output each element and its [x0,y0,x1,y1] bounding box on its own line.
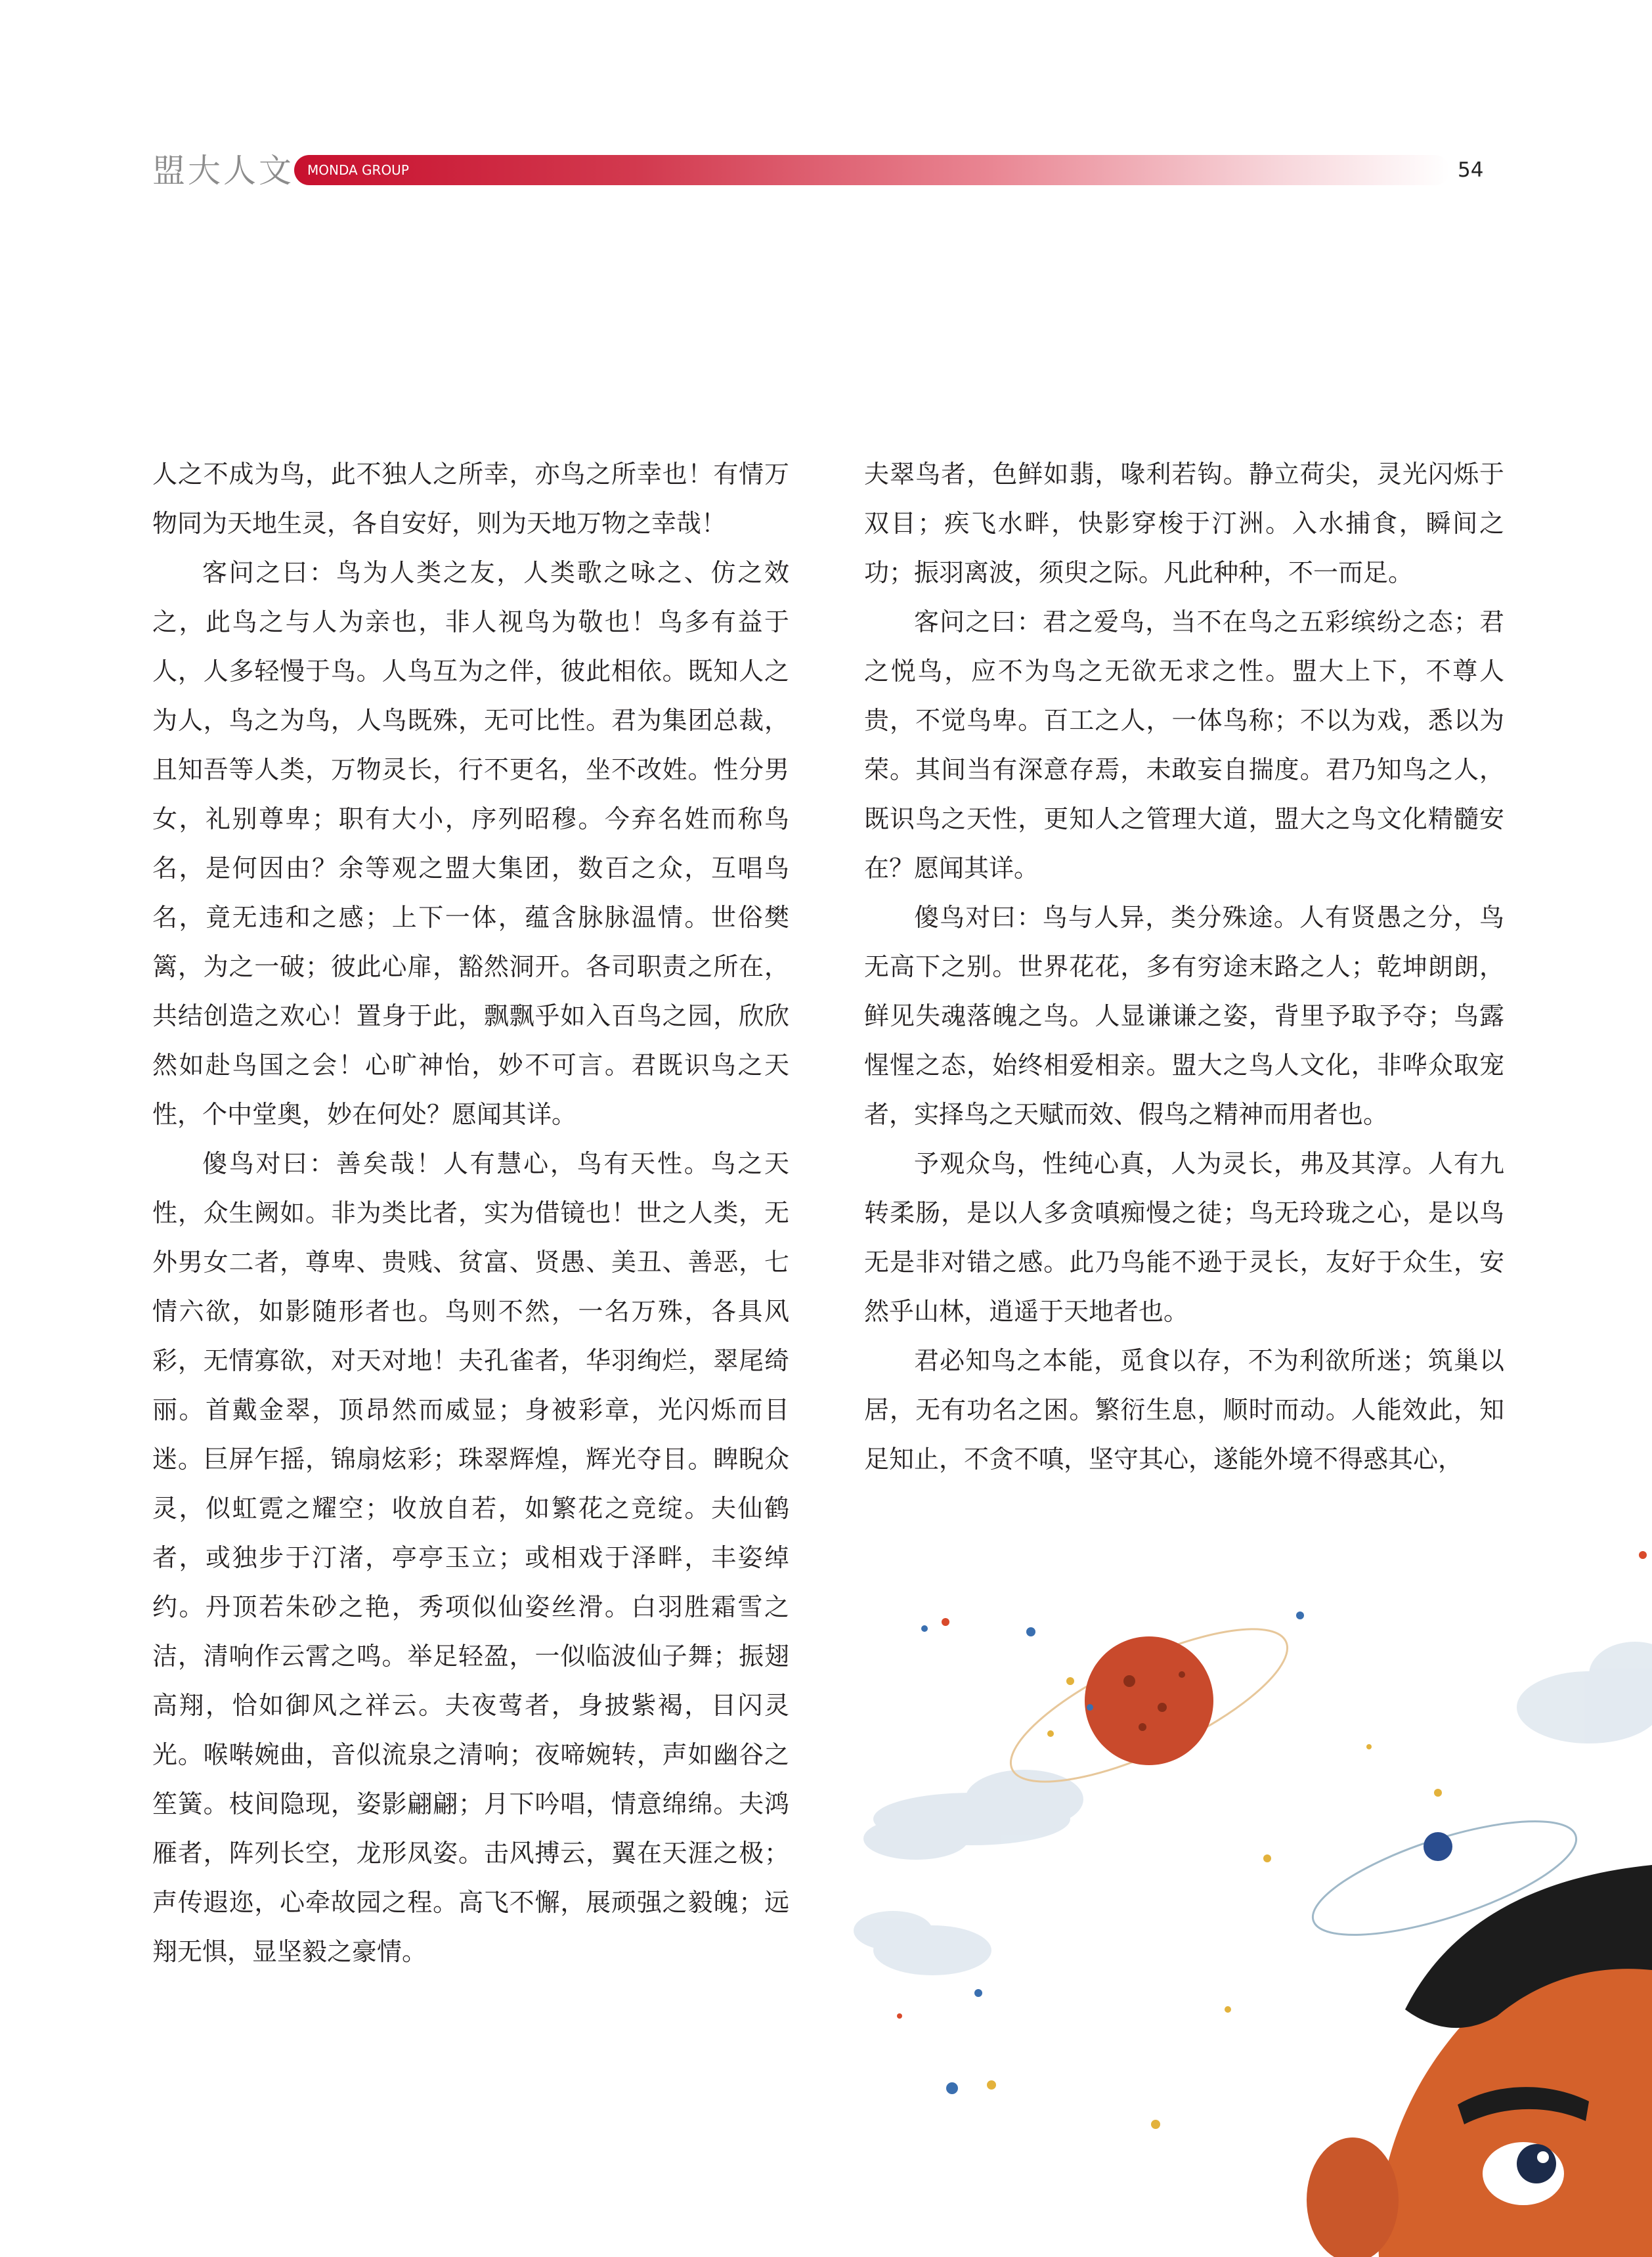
paragraph: 人之不成为鸟，此不独人之所幸，亦鸟之所幸也！有情万物同为天地生灵，各自安好，则为天地万物之幸哉！ [152,460,789,538]
paragraph: 客问之曰：鸟为人类之友，人类歌之咏之、仿之效之，此鸟之与人为亲也，非人视鸟为敬也！鸟多有益于人，人多轻慢于鸟。人鸟互为之伴，彼此相依。既知人之为人，鸟之为鸟，人鸟既殊，无可比性。君为集团总裁，且知吾等人类，万物灵长，行不更名，坐不改姓。性分男女，礼别尊卑；职有大小，序列昭穆。今弃名姓而称鸟名，是何因由？余等观之盟大集团，数百之众，互唱鸟名，竟无违和之感；上下一体，蕴含脉脉温情。世俗樊篱，为之一破；彼此心扉，豁然洞开。各司职责之所在，共结创造之欢心！置身于此，飘飘乎如入百鸟之园，欣欣然如赴鸟国之会！心旷神怡，妙不可言。君既识鸟之天性，个中堂奥，妙在何处？愿闻其详。 [152,558,789,1129]
paragraph: 客问之曰：君之爱鸟，当不在鸟之五彩缤纷之态；君之悦鸟，应不为鸟之无欲无求之性。盟大上下，不尊人贵，不觉鸟卑。百工之人，一体鸟称；不以为戏，悉以为荣。其间当有深意存焉，未敢妄自揣度。君乃知鸟之人，既识鸟之天性，更知人之管理大道，盟大之鸟文化精髓安在？愿闻其详。 [864,607,1504,883]
banner-label: MONDA GROUP [307,162,409,178]
right-text-column [864,450,1504,1484]
brand-title: 盟大人文 [152,152,294,190]
header-banner [294,155,1450,185]
paragraph: 傻鸟对曰：善矣哉！人有慧心，鸟有天性。鸟之天性，众生阙如。非为类比者，实为借镜也！世之人类，无外男女二者，尊卑、贵贱、贫富、贤愚、美丑、善恶，七情六欲，如影随形者也。鸟则不然，一名万殊，各具风彩，无情寡欲，对天对地！夫孔雀者，华羽绚烂，翠尾绮丽。首戴金翠，顶昂然而威显；身被彩章，光闪烁而目迷。巨屏乍摇，锦扇炫彩；珠翠辉煌，辉光夺目。睥睨众灵，似虹霓之耀空；收放自若，如繁花之竞绽。夫仙鹤者，或独步于汀渚，亭亭玉立；或相戏于泽畔，丰姿绰约。丹顶若朱砂之艳，秀项似仙姿丝滑。白羽胜霜雪之洁，清响作云霄之鸣。举足轻盈，一似临波仙子舞；振翅高翔，恰如御风之祥云。夫夜莺者，身披紫褐，目闪灵光。喉啭婉曲，音似流泉之清响；夜啼婉转，声如幽谷之笙簧。枝间隐现，姿影翩翩；月下吟唱，情意绵绵。夫鸿雁者，阵列长空，龙形凤姿。击风搏云，翼在天涯之极；声传遐迩，心牵故园之程。高飞不懈，展顽强之毅魄；远翔无惧，显坚毅之豪情。 [152,1149,789,1966]
space-boy-illustration [854,1510,1652,2257]
boy-head-illustration [1307,1865,1652,2257]
cloud-icon [863,1770,1083,1860]
paragraph: 夫翠鸟者，色鲜如翡，喙利若钩。静立荷尖，灵光闪烁于双目；疾飞水畔，快影穿梭于汀洲。入水捕食，瞬间之功；振羽离波，须臾之际。凡此种种，不一而足。 [864,460,1504,587]
page-header [0,0,1652,210]
paragraph: 傻鸟对曰：鸟与人异，类分殊途。人有贤愚之分，鸟无高下之别。世界花花，多有穷途末路之人；乾坤朗朗，鲜见失魂落魄之鸟。人显谦谦之姿，背里予取予夺；鸟露惺惺之态，始终相爱相亲。盟大之鸟人文化，非哗众取宠者，实择鸟之天赋而效、假鸟之精神而用者也。 [864,903,1504,1129]
paragraph: 予观众鸟，性纯心真，人为灵长，弗及其淳。人有九转柔肠，是以人多贪嗔痴慢之徒；鸟无玲珑之心，是以鸟无是非对错之感。此乃鸟能不逊于灵长，友好于众生，安然乎山林，逍遥于天地者也。 [864,1149,1504,1326]
page-number: 54 [1458,158,1484,182]
cloud-icon [1517,1642,1652,1743]
paragraph: 君必知鸟之本能，觅食以存，不为利欲所迷；筑巢以居，无有功名之困。繁衍生息，顺时而动。人能效此，知足知止，不贪不嗔，坚守其心，遂能外境不得惑其心， [864,1346,1504,1474]
left-text-column [152,450,789,1977]
cloud-icon [854,1911,991,1975]
